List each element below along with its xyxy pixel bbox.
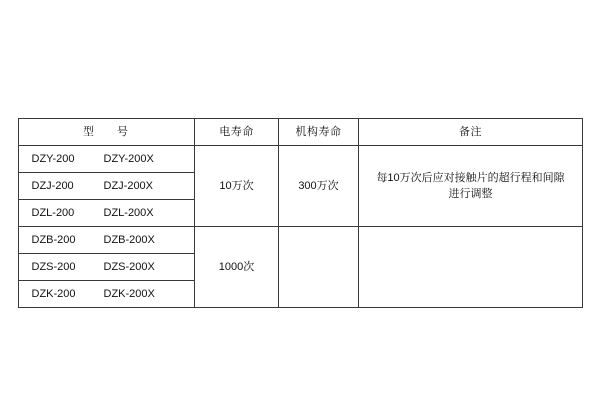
table-row (19, 227, 583, 254)
remark-line-2: 进行调整 (448, 188, 493, 200)
spec-table-container (18, 118, 582, 308)
cell-electrical-life-group-1: 10万次 (195, 146, 279, 227)
cell-model-2 (19, 173, 195, 200)
cell-model-3 (19, 200, 195, 227)
cell-model-6 (19, 281, 195, 308)
model-code-b: DZS-200X (103, 260, 155, 273)
model-code-a: DZB-200 (31, 233, 76, 246)
model-code-a: DZY-200 (31, 152, 75, 165)
cell-remark-group-2 (359, 227, 583, 308)
model-code-a: DZK-200 (31, 287, 76, 300)
model-code-a: DZS-200 (31, 260, 76, 273)
model-code-b: DZJ-200X (103, 179, 154, 192)
header-electrical-life: 电寿命 (195, 119, 279, 146)
cell-model-4 (19, 227, 195, 254)
table-row (19, 146, 583, 173)
model-code-b: DZY-200X (103, 152, 154, 165)
cell-remark-group-1 (359, 146, 583, 227)
model-code-b: DZK-200X (103, 287, 155, 300)
remark-line-1: 每10万次后应对接触片的超行程和间隙 (376, 171, 565, 184)
header-remark: 备注 (359, 119, 583, 146)
header-model (19, 119, 195, 146)
model-code-b: DZB-200X (103, 233, 155, 246)
model-code-b: DZL-200X (103, 206, 154, 219)
model-code-a: DZJ-200 (31, 179, 74, 192)
cell-mechanical-life-group-1: 300万次 (279, 146, 359, 227)
relay-spec-table (18, 118, 583, 308)
cell-model-1 (19, 146, 195, 173)
table-header-row (19, 119, 583, 146)
model-code-a: DZL-200 (31, 206, 75, 219)
cell-mechanical-life-group-2 (279, 227, 359, 308)
cell-electrical-life-group-2: 1000次 (195, 227, 279, 308)
header-mechanical-life: 机构寿命 (279, 119, 359, 146)
header-model-label: 型 号 (83, 125, 134, 138)
cell-model-5 (19, 254, 195, 281)
